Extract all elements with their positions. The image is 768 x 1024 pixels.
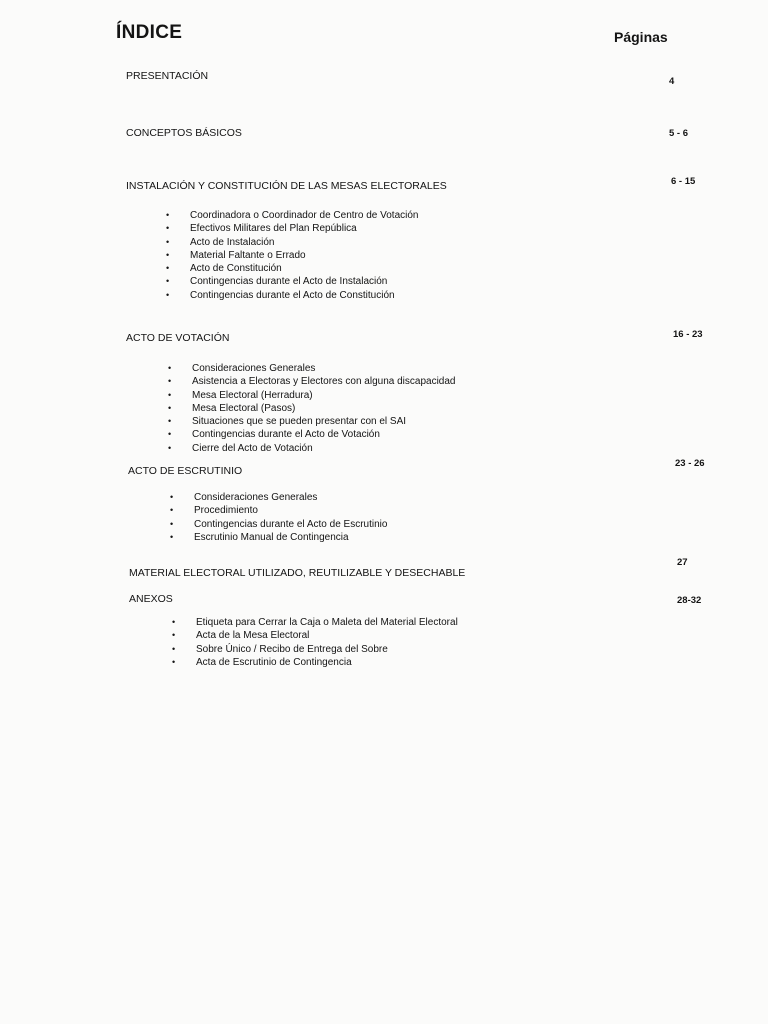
list-item: • Coordinadora o Coordinador de Centro de Votación <box>166 209 419 222</box>
page-title: ÍNDICE <box>116 22 183 43</box>
list-item: • Contingencias durante el Acto de Constitución <box>166 289 419 302</box>
section-pages-votacion: 16 - 23 <box>673 329 703 340</box>
list-item: • Escrutinio Manual de Contingencia <box>170 531 387 544</box>
section-items-instalacion <box>166 209 419 302</box>
list-item: • Mesa Electoral (Pasos) <box>168 402 455 415</box>
list-item: • Efectivos Militares del Plan República <box>166 222 419 235</box>
list-item: • Acto de Constitución <box>166 262 419 275</box>
section-title-conceptos: CONCEPTOS BÁSICOS <box>126 127 242 139</box>
section-title-presentacion: PRESENTACIÓN <box>126 70 209 82</box>
list-item: • Situaciones que se pueden presentar con el SAI <box>168 415 455 428</box>
section-pages-escrutinio: 23 - 26 <box>675 458 705 469</box>
section-title-votacion: ACTO DE VOTACIÓN <box>126 332 230 344</box>
list-item: • Consideraciones Generales <box>170 491 387 504</box>
list-item: • Material Faltante o Errado <box>166 249 419 262</box>
section-title-material: MATERIAL ELECTORAL UTILIZADO, REUTILIZABLE Y DESECHABLE <box>129 567 466 579</box>
list-item: • Mesa Electoral (Herradura) <box>168 389 455 402</box>
list-item: • Sobre Único / Recibo de Entrega del Sobre <box>172 643 458 656</box>
section-pages-anexos: 28-32 <box>677 595 702 606</box>
section-pages-instalacion: 6 - 15 <box>671 176 696 187</box>
section-pages-conceptos: 5 - 6 <box>669 128 689 139</box>
list-item: • Acta de Escrutinio de Contingencia <box>172 656 458 669</box>
section-title-instalacion: INSTALACIÓN Y CONSTITUCIÓN DE LAS MESAS ELECTORALES <box>126 180 447 192</box>
section-pages-material: 27 <box>677 557 688 568</box>
section-items-anexos <box>172 616 458 669</box>
list-item: • Procedimiento <box>170 504 387 517</box>
list-item: • Acto de Instalación <box>166 236 419 249</box>
section-items-escrutinio <box>170 491 387 544</box>
list-item: • Asistencia a Electoras y Electores con alguna discapacidad <box>168 375 455 388</box>
section-items-votacion <box>168 362 455 455</box>
list-item: • Consideraciones Generales <box>168 362 455 375</box>
list-item: • Contingencias durante el Acto de Votación <box>168 428 455 441</box>
list-item: • Contingencias durante el Acto de Escrutinio <box>170 518 387 531</box>
pages-column-header: Páginas <box>614 29 668 45</box>
section-pages-presentacion: 4 <box>669 76 675 87</box>
section-title-escrutinio: ACTO DE ESCRUTINIO <box>128 465 243 477</box>
list-item: • Etiqueta para Cerrar la Caja o Maleta del Material Electoral <box>172 616 458 629</box>
list-item: • Contingencias durante el Acto de Instalación <box>166 275 419 288</box>
section-title-anexos: ANEXOS <box>129 593 173 605</box>
list-item: • Acta de la Mesa Electoral <box>172 629 458 642</box>
list-item: • Cierre del Acto de Votación <box>168 442 455 455</box>
